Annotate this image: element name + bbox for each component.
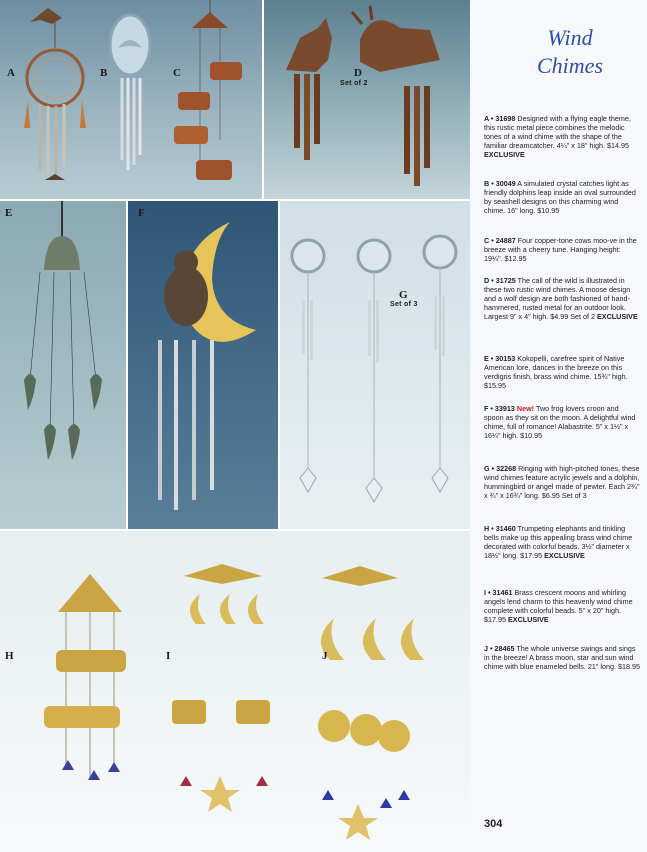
label-g: G [399,289,408,301]
exclusive-badge: EXCLUSIVE [597,312,638,322]
product-text: Ringing with high-pitched tones, these wind chimes feature acrylic jewels and a dolphin, hummingbird or angel made of pewter. Each 2¾" x ¾" x 16¾" long. $6.95 Set of 3 [484,464,640,501]
product-description-a [484,114,640,159]
product-description-b [484,179,640,215]
label-e: E [5,207,13,219]
dolphin-chime-image [110,15,150,170]
moon-star-sun-chime-image [318,566,424,840]
product-text: Brass crescent moons and whirling angels lend charm to this heavenly wind chime complete with colorful beads. 5" x 20" high. $17.95 [484,588,633,625]
label-i: I [166,650,171,662]
exclusive-badge: EXCLUSIVE [484,150,525,160]
product-text: Two frog lovers croon and spoon as they sit on the moon. A delightful wind chime, full of romance! Alabastrite. 5" x 1½" x 16¼" high. $10.95 [484,404,636,441]
dreamcatcher-chime-image [24,8,86,180]
label-f: F [138,207,145,219]
label-d-set: Set of 2 [340,80,368,87]
photo-divider [262,0,264,200]
product-description-d [484,276,640,321]
cow-chime-image [174,0,242,180]
product-sku: B • 30049 [484,179,516,188]
product-description-i [484,588,640,624]
label-b: B [100,67,108,79]
photo-divider [278,200,280,530]
product-description-j [484,644,640,671]
product-description-e [484,354,640,390]
label-g-set: Set of 3 [390,301,418,308]
product-text: Designed with a flying eagle theme, this rustic metal piece combines the melodic tones of a wind chime with the shape of the familiar dreamcatcher. 4¼" x 18" high. $14.95 [484,114,631,151]
label-j: J [322,650,328,662]
product-text: Trumpeting elephants and tinkling bells make up this appealing brass wind chime decorated with colorful beads. 3½" diameter x 18½" long. $17.95 [484,524,633,561]
frog-moon-chime-image [160,222,256,510]
product-text: The whole universe swings and sings in the breeze! A brass moon, star and sun wind chime with blue enameled bells. 21" long. $18.95 [484,644,640,672]
exclusive-badge: EXCLUSIVE [544,551,585,561]
page-number: 304 [484,818,503,830]
product-sku: J • 28465 [484,644,515,653]
product-text: Four copper-tone cows moo-ve in the breeze with a cheery tune. Hanging height: 19¼". $12.95 [484,236,637,264]
title-line-1: Wind [547,25,593,50]
photo-divider [126,200,128,530]
photo-divider [0,529,470,531]
new-badge: New! [516,404,535,413]
exclusive-badge: EXCLUSIVE [507,615,549,625]
product-sku: H • 31460 [484,524,516,533]
product-sku: A • 31698 [484,114,516,123]
wolf-moose-chime-image [286,6,440,186]
product-description-h [484,524,640,560]
kokopelli-chime-image [24,200,102,460]
product-description-f [484,404,640,440]
product-sku: D • 31725 [484,276,516,285]
product-sku: E • 30153 [484,354,516,363]
product-description-c [484,236,640,263]
product-sku: C • 24887 [484,236,516,245]
product-sku: F • 33913 [484,404,515,413]
product-description-g [484,464,640,500]
elephant-brass-chime-image [44,574,126,780]
product-text: The call of the wild is illustrated in these two rustic wind chimes. A moose design and a wolf design are both fashioned of hand-hammered, rusted metal for an outdoor look. Largest 9" x 4" high. $4.99 Set of 2 [484,276,631,322]
label-a: A [7,67,15,79]
product-text: Kokopelli, carefree spirit of Native American lore, dances in the breeze on this verdigris finish, brass wind chime. 15¾" high. $15.95 [484,354,628,391]
pewter-crystal-chimes-image [292,236,456,502]
label-c: C [173,67,181,79]
title-line-2: Chimes [537,53,603,78]
page-title [500,24,640,80]
moon-angel-chime-image [172,564,270,812]
label-d: D [354,67,362,79]
photo-divider [0,199,470,201]
product-sku: I • 31461 [484,588,513,597]
label-h: H [5,650,14,662]
product-sku: G • 32268 [484,464,517,473]
product-text: A simulated crystal catches light as friendly dolphins leap inside an oval surrounded by seashell designs on this charming wind chime. 16" long. $10.95 [484,179,636,216]
